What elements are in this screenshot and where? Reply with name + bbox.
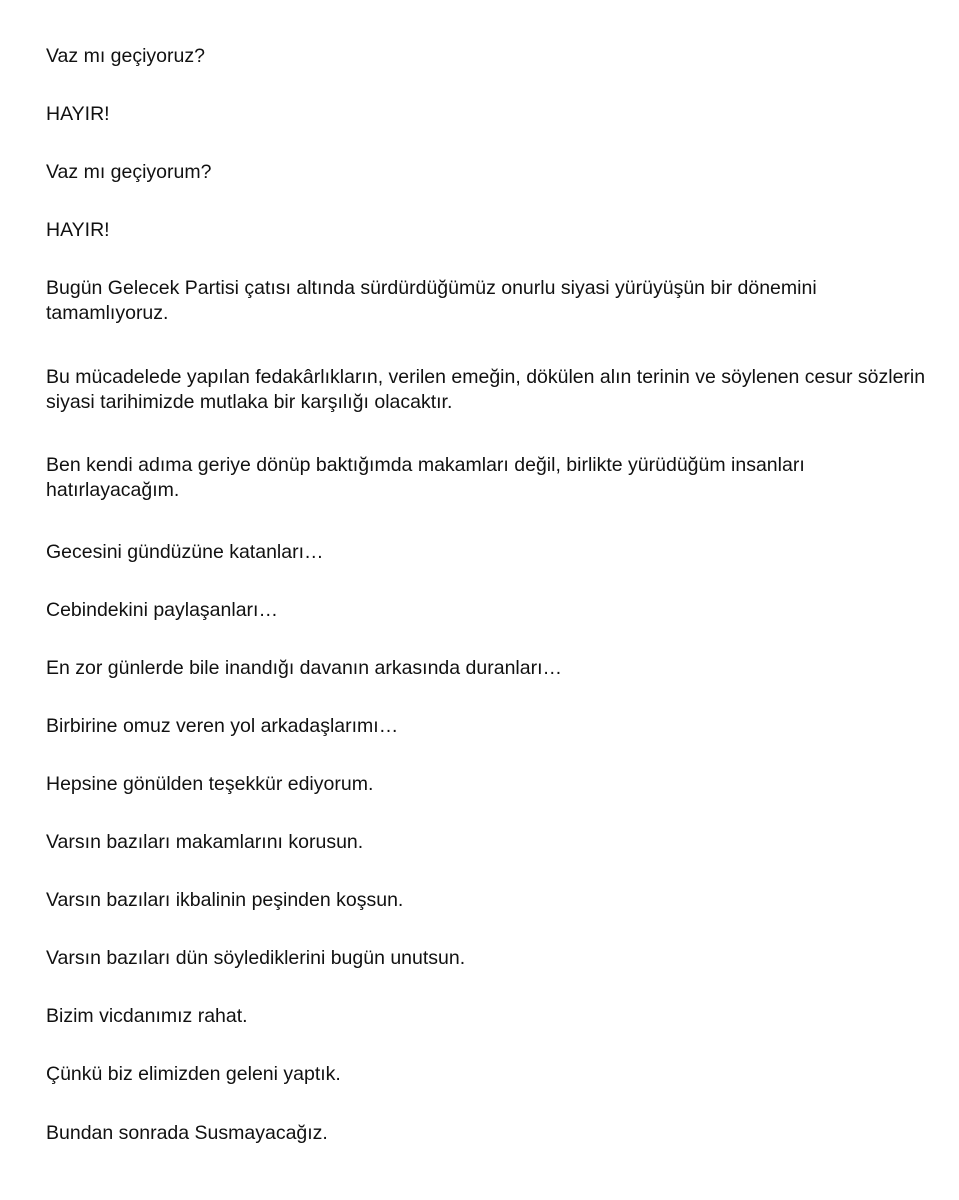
paragraph-2: HAYIR! (46, 103, 110, 125)
paragraph-6: Bu mücadelede yapılan fedakârlıkların, verilen emeğin, dökülen alın terinin ve söylenen cesur sözlerin siyasi tarihimizde mutlaka bir karşılığı olacaktır. (46, 366, 926, 413)
paragraph-10: En zor günlerde bile inandığı davanın arkasında duranları… (46, 657, 562, 679)
paragraph-13: Varsın bazıları makamlarını korusun. (46, 831, 364, 853)
paragraph-11: Birbirine omuz veren yol arkadaşlarımı… (46, 715, 399, 737)
paragraph-17: Çünkü biz elimizden geleni yaptık. (46, 1063, 341, 1085)
paragraph-16: Bizim vicdanımız rahat. (46, 1005, 248, 1027)
paragraph-3: Vaz mı geçiyorum? (46, 161, 212, 183)
paragraph-12: Hepsine gönülden teşekkür ediyorum. (46, 773, 374, 795)
paragraph-8: Gecesini gündüzüne katanları… (46, 541, 324, 563)
paragraph-7: Ben kendi adıma geriye dönüp baktığımda makamları değil, birlikte yürüdüğüm insanları hatırlayacağım. (46, 454, 805, 501)
paragraph-5: Bugün Gelecek Partisi çatısı altında sürdürdüğümüz onurlu siyasi yürüyüşün bir dönemini tamamlıyoruz. (46, 277, 817, 324)
paragraph-9: Cebindekini paylaşanları… (46, 599, 278, 621)
paragraph-1: Vaz mı geçiyoruz? (46, 45, 205, 67)
paragraph-18: Bundan sonrada Susmayacağız. (46, 1122, 328, 1144)
paragraph-4: HAYIR! (46, 219, 110, 241)
paragraph-15: Varsın bazıları dün söylediklerini bugün unutsun. (46, 947, 466, 969)
paragraph-14: Varsın bazıları ikbalinin peşinden koşsun. (46, 889, 404, 911)
